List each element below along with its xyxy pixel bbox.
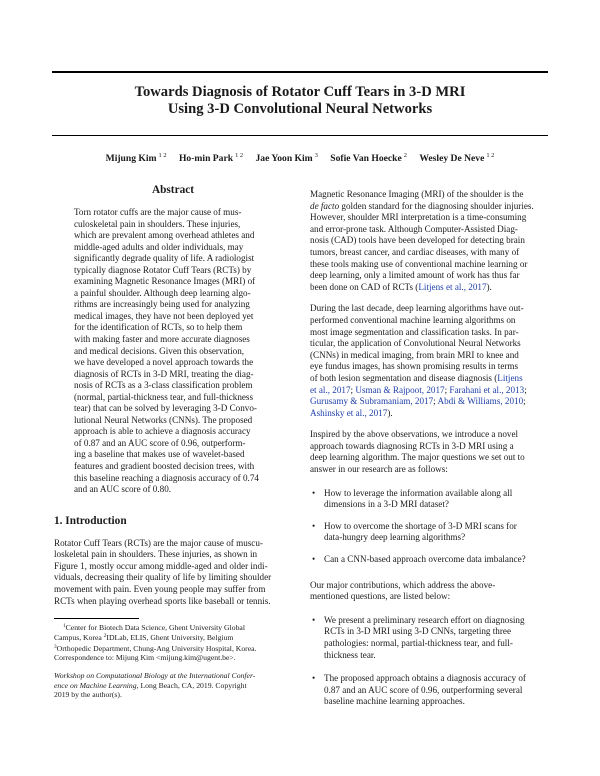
text-line <box>310 385 547 397</box>
text-line: tumors, breast cancer, and cardiac diseases, with many of <box>310 246 520 257</box>
abstract-line: culoskeletal pain in shoulders. These injuries, <box>74 218 241 229</box>
author-affiliation: 1 2 <box>486 152 495 159</box>
text-line: (CNNs) in medical imaging, from brain MRI to knee and <box>310 349 519 360</box>
workshop-line <box>54 671 292 680</box>
title-bottom-rule <box>52 135 548 136</box>
author-name: Jae Yoon Kim <box>255 152 313 164</box>
author <box>255 153 317 164</box>
contributions-list <box>310 615 547 708</box>
author-affiliation: 3 <box>314 152 318 159</box>
text-line: How to overcome the shortage of 3-D MRI scans for <box>324 520 517 531</box>
workshop-line <box>54 690 292 699</box>
footnote-marker: 2 <box>103 633 107 640</box>
author-name: Mijung Kim <box>105 152 157 164</box>
text-line: deep learning, only a limited amount of work has thus far <box>310 270 520 281</box>
author-affiliation: 2 <box>403 152 407 159</box>
citation-link[interactable]: Litjens et al., 2017 <box>418 281 487 292</box>
text-line: We present a preliminary research effort on diagnosing <box>324 614 525 625</box>
text-line: and error-prone task. Although Computer-Assisted Diag- <box>310 223 518 234</box>
text-line: pathologies: normal, partial-thickness tear, and full- <box>324 638 513 648</box>
workshop-notice <box>54 671 292 699</box>
author <box>179 153 243 164</box>
paragraph-contributions <box>310 580 547 603</box>
abstract-line: significantly degrade quality of life. A radiologist <box>74 253 255 264</box>
abstract-line: approach is able to achieve a diagnosis accuracy <box>74 426 251 437</box>
abstract-line: nosis of RCTs as a 3-class classification problem <box>74 380 253 391</box>
copyright-text: 2019 by the author(s). <box>54 690 122 700</box>
bullet-icon: • <box>312 673 316 684</box>
author <box>106 153 167 164</box>
citation-link[interactable]: et al., 2017 <box>310 384 351 395</box>
author-list <box>52 152 548 164</box>
text-line: Can a CNN-based approach overcome data imbalance? <box>324 554 526 565</box>
abstract-line: and an AUC score of 0.80. <box>74 484 172 495</box>
text-line: loskeletal pain in shoulders. These injuries, as shown in <box>54 549 258 560</box>
text-span: been done on CAD of RCTs ( <box>310 281 419 292</box>
text-span: ; <box>350 384 356 395</box>
abstract-line: tear) that can be solved by leveraging 3-D Convo- <box>74 403 257 414</box>
text-line: data-hungry deep learning algorithms? <box>324 532 466 543</box>
abstract-line: of 0.87 and an AUC score of 0.96, outperform- <box>74 437 246 448</box>
list-item <box>310 488 547 511</box>
text-line <box>310 396 547 408</box>
text-line: Our major contributions, which address the above- <box>310 579 496 590</box>
text-line: deep learning algorithm. The major questions we set out to <box>310 452 525 463</box>
abstract-line: we have developed a novel approach towards the <box>74 357 254 368</box>
bullet-icon: • <box>312 487 316 498</box>
abstract-line: (normal, partial-thickness tear, and full-thickness <box>74 391 254 402</box>
text-line: RCTs in 3-D MRI using 3-D CNNs, targeting three <box>324 626 512 637</box>
text-line: eye fundus images, has shown promising results in terms <box>310 361 519 372</box>
research-questions-list <box>310 488 547 566</box>
abstract-line: medical images, they have not been deployed yet <box>74 310 254 321</box>
abstract-line: diagnosis of RCTs in 3-D MRI, treating the diag- <box>74 368 254 379</box>
text-line: these tools making use of conventional machine learning or <box>310 258 528 269</box>
title-line-1: Towards Diagnosis of Rotator Cuff Tears in 3-D MRI <box>134 84 466 100</box>
abstract-line: and medical decisions. Given this observation, <box>74 345 245 356</box>
text-line: 0.87 and an AUC score of 0.96, outperforming several <box>324 684 523 695</box>
footnote-line <box>54 653 292 662</box>
bullet-icon: • <box>312 614 316 625</box>
title-line-2: Using 3-D Convolutional Neural Networks <box>167 101 433 117</box>
paper-title <box>52 84 548 118</box>
left-column <box>54 184 292 700</box>
footnote-line <box>54 632 292 642</box>
citation-link[interactable]: Abdi & Williams, 2010 <box>437 396 524 407</box>
text-line: RCTs when playing overhead sports like baseball or tennis. <box>54 595 271 606</box>
abstract-line: middle-aged adults and older individuals, may <box>74 241 244 252</box>
introduction-paragraph <box>54 538 292 608</box>
paragraph-inspired <box>310 429 547 475</box>
text-line <box>310 408 547 420</box>
author-affiliation: 1 2 <box>158 152 167 159</box>
list-item <box>310 615 547 661</box>
abstract-heading: Abstract <box>151 184 195 196</box>
paragraph-deep-learning <box>310 303 547 419</box>
text-line: movement with pain. Even young people may suffer from <box>54 584 266 595</box>
text-line: performed conventional machine learning algorithms on <box>310 314 516 325</box>
footnote-marker: 1 <box>63 623 66 630</box>
abstract-line: Torn rotator cuffs are the major cause of mus- <box>74 207 242 217</box>
citation-link[interactable]: Usman & Rajpoot, 2017 <box>355 384 445 395</box>
citation-link[interactable]: Ashinsky et al., 2017 <box>310 407 388 418</box>
text-line: viduals, decreasing their quality of life by limiting shoulder <box>54 572 272 583</box>
author <box>419 153 494 164</box>
footnote-line <box>54 643 292 653</box>
citation-link[interactable]: Gurusamy & Subramaniam, 2017 <box>310 396 434 407</box>
list-item <box>310 521 547 544</box>
text-span: ; <box>444 384 450 395</box>
text-line: baseline machine learning approaches. <box>324 696 465 707</box>
text-span: ). <box>387 407 393 418</box>
text-line: ticular, the application of Convolutional Neural Networks <box>310 338 521 349</box>
footnote-text: Orthopedic Department, Chung-Ang University Hospital, Korea. <box>56 643 257 653</box>
author-name: Wesley De Neve <box>419 152 485 164</box>
text-span: ; <box>524 384 527 395</box>
footnote-text: IDLab, ELIS, Ghent University, Belgium <box>106 633 234 643</box>
abstract-line: rithms are increasingly being used for analyzing <box>74 299 250 310</box>
text-line: mentioned questions, are listed below: <box>310 591 451 602</box>
text-line: most image segmentation and classification tasks. In par- <box>310 326 519 337</box>
text-line <box>310 201 547 213</box>
footnote-rule <box>54 618 139 619</box>
italic-text: de facto <box>310 200 340 211</box>
bullet-icon: • <box>312 554 316 565</box>
text-span: golden standard for the diagnosing shoulder injuries. <box>339 200 534 211</box>
text-line: answer in our research are as follows: <box>310 464 448 475</box>
text-span: ; <box>523 396 526 407</box>
title-top-rule <box>52 71 548 73</box>
abstract-line: with making faster and more accurate diagnoses <box>74 334 250 345</box>
text-line: nosis (CAD) tools have been developed for detecting brain <box>310 235 525 246</box>
abstract-line: features and gradient boosted decision trees, with <box>74 461 255 472</box>
author-name: Ho-min Park <box>178 152 234 164</box>
abstract-line: which are prevalent among overhead athletes and <box>74 230 255 241</box>
abstract-body <box>74 207 274 496</box>
footnote-text: Campus, Korea <box>54 633 104 643</box>
text-line: The proposed approach obtains a diagnosis accuracy of <box>324 673 526 684</box>
abstract-line: for the identification of RCTs, so to help them <box>74 322 243 333</box>
footnote-text: Center for Biotech Data Science, Ghent University Global <box>65 622 245 632</box>
author-affiliation: 1 2 <box>235 152 244 159</box>
workshop-venue: ence on Machine Learning <box>54 680 137 690</box>
text-line: Magnetic Resonance Imaging (MRI) of the shoulder is the <box>310 189 524 199</box>
paragraph-mri <box>310 189 547 293</box>
right-column <box>310 189 547 722</box>
workshop-line <box>54 681 292 690</box>
text-line: How to leverage the information available along all <box>324 487 513 498</box>
affiliation-footnote <box>54 622 292 662</box>
text-line: Inspired by the above observations, we introduce a novel <box>310 429 519 440</box>
text-line: approach towards diagnosing RCTs in 3-D MRI using a <box>310 440 514 451</box>
text-line: thickness tear. <box>324 649 376 660</box>
text-line: During the last decade, deep learning algorithms have out- <box>310 303 524 314</box>
author <box>330 153 407 164</box>
list-item <box>310 673 547 708</box>
text-line <box>310 373 547 385</box>
text-line: Rotator Cuff Tears (RCTs) are the major cause of muscu- <box>54 537 263 548</box>
abstract-line: ing a baseline that makes use of wavelet-based <box>74 449 245 460</box>
text-span: ; <box>433 396 438 407</box>
citation-link[interactable]: Litjens <box>497 372 523 383</box>
abstract-line: examining Magnetic Resonance Images (MRI) of <box>74 276 256 287</box>
workshop-venue: Workshop on Computational Biology at the International Confer- <box>54 671 256 681</box>
text-line: dimensions in a 3-D MRI dataset? <box>324 499 449 510</box>
abstract-line: a painful shoulder. Although deep learning algo- <box>74 287 251 298</box>
section-heading-introduction: 1. Introduction <box>54 514 127 527</box>
text-line: However, shoulder MRI interpretation is a time-consuming <box>310 212 527 223</box>
abstract-line: lutional Neural Networks (CNNs). The proposed <box>74 414 253 425</box>
list-item <box>310 554 547 566</box>
author-name: Sofie Van Hoecke <box>330 152 402 164</box>
citation-link[interactable]: Farahani et al., 2013 <box>449 384 525 395</box>
correspondence-text: Correspondence to: Mijung Kim <mijung.kim@ugent.be>. <box>54 652 236 662</box>
text-line: Figure 1, mostly occur among middle-aged and older indi- <box>54 560 268 571</box>
text-span: of both lesion segmentation and disease diagnosis ( <box>310 372 498 383</box>
text-line <box>310 282 547 294</box>
workshop-text: , Long Beach, CA, 2019. Copyright <box>136 680 247 690</box>
bullet-icon: • <box>312 520 316 531</box>
footnote-marker: 3 <box>54 643 57 650</box>
text-span: ). <box>486 281 492 292</box>
abstract-line: this baseline reaching a diagnosis accuracy of 0.74 <box>74 472 259 483</box>
footnote-line <box>54 622 292 632</box>
abstract-line: typically diagnose Rotator Cuff Tears (RCTs) by <box>74 264 252 275</box>
